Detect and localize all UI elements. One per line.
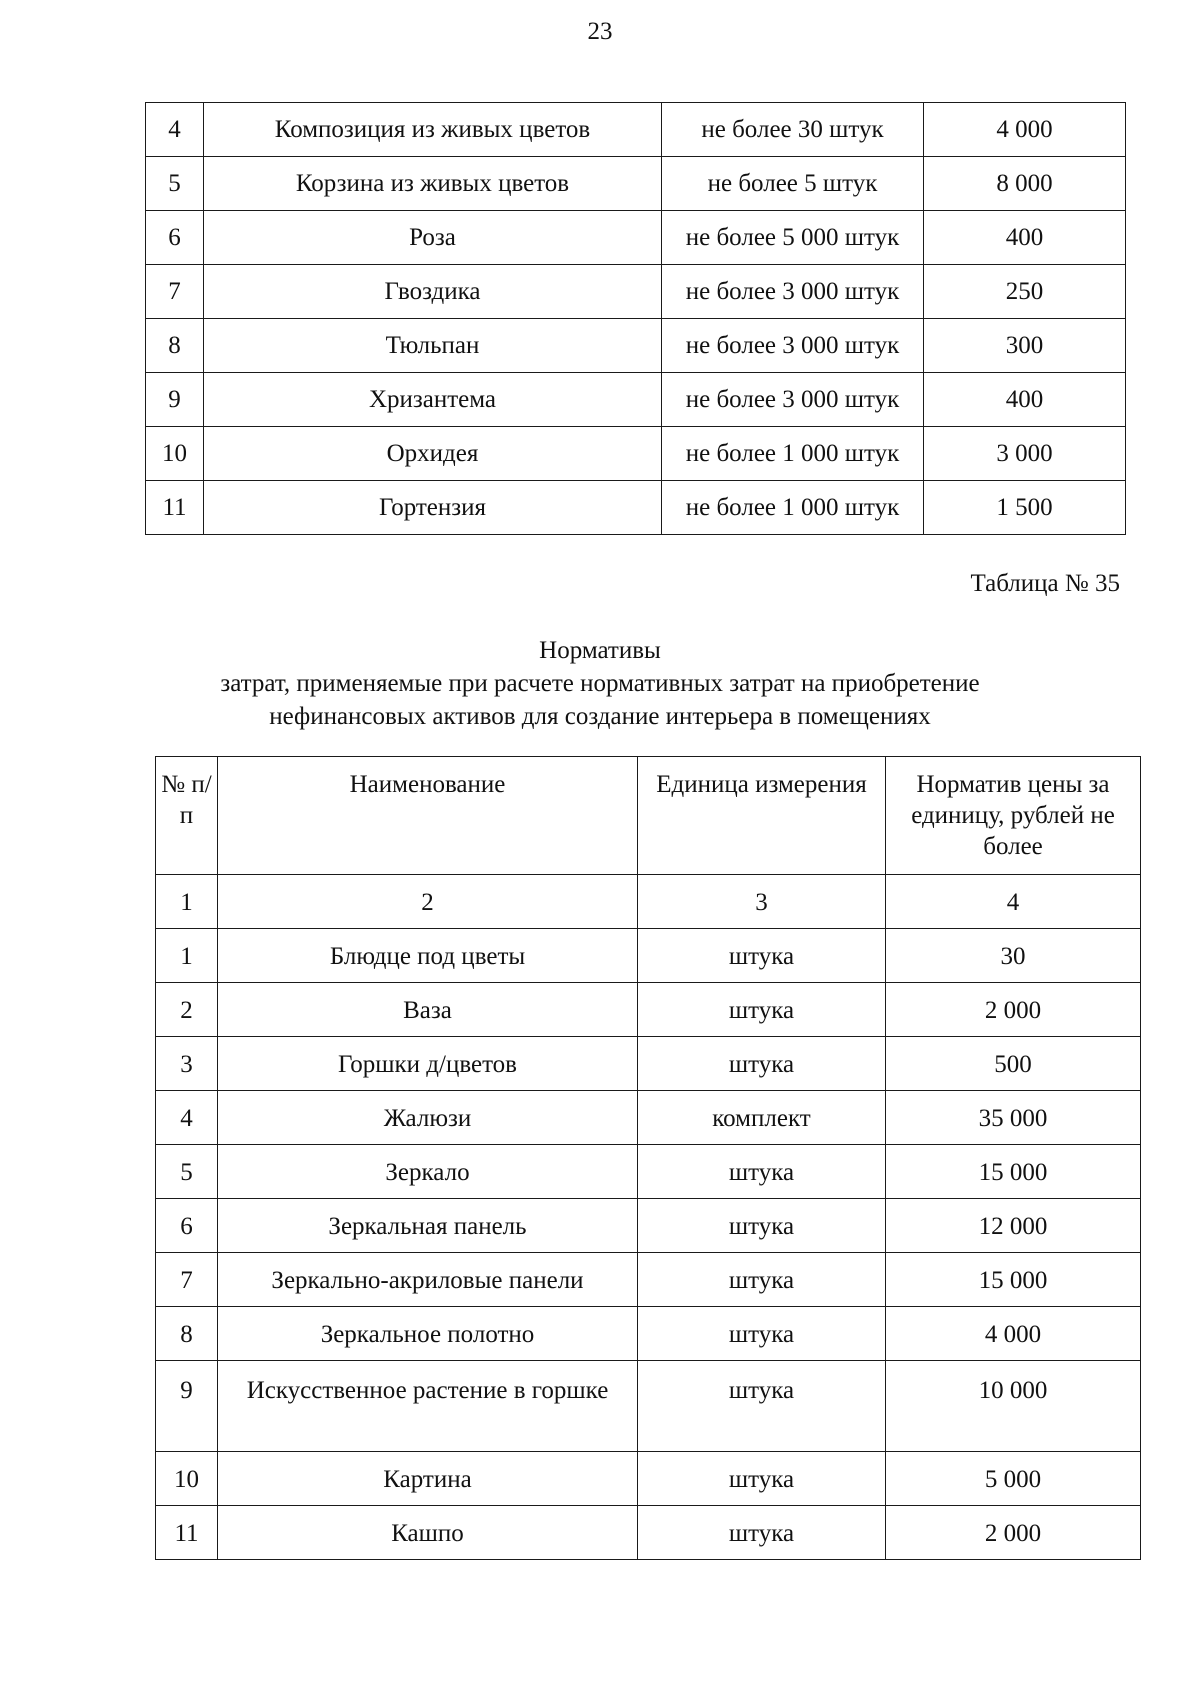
item-quantity: не более 30 штук bbox=[662, 103, 924, 157]
item-name: Блюдце под цветы bbox=[218, 929, 638, 983]
row-number: 11 bbox=[156, 1506, 218, 1560]
item-name: Гвоздика bbox=[204, 265, 662, 319]
col-number-2: 2 bbox=[218, 875, 638, 929]
row-number: 7 bbox=[156, 1253, 218, 1307]
item-price: 15 000 bbox=[886, 1145, 1141, 1199]
item-price: 35 000 bbox=[886, 1091, 1141, 1145]
row-number: 6 bbox=[146, 211, 204, 265]
row-number: 5 bbox=[156, 1145, 218, 1199]
row-number: 6 bbox=[156, 1199, 218, 1253]
item-name: Корзина из живых цветов bbox=[204, 157, 662, 211]
table-row bbox=[146, 103, 1126, 157]
header-unit: Единица измерения bbox=[638, 757, 886, 875]
item-price: 400 bbox=[924, 373, 1126, 427]
item-price: 10 000 bbox=[886, 1361, 1141, 1452]
item-quantity: не более 3 000 штук bbox=[662, 265, 924, 319]
item-price: 5 000 bbox=[886, 1452, 1141, 1506]
item-price: 300 bbox=[924, 319, 1126, 373]
row-number: 1 bbox=[156, 929, 218, 983]
table-row bbox=[146, 427, 1126, 481]
item-name: Композиция из живых цветов bbox=[204, 103, 662, 157]
item-name: Хризантема bbox=[204, 373, 662, 427]
item-price: 400 bbox=[924, 211, 1126, 265]
item-price: 1 500 bbox=[924, 481, 1126, 535]
header-name: Наименование bbox=[218, 757, 638, 875]
item-name: Зеркальное полотно bbox=[218, 1307, 638, 1361]
flowers-table bbox=[145, 102, 1126, 535]
row-number: 10 bbox=[156, 1452, 218, 1506]
item-price: 30 bbox=[886, 929, 1141, 983]
table-row bbox=[156, 929, 1141, 983]
item-price: 500 bbox=[886, 1037, 1141, 1091]
item-name: Зеркальная панель bbox=[218, 1199, 638, 1253]
item-name: Картина bbox=[218, 1452, 638, 1506]
row-number: 7 bbox=[146, 265, 204, 319]
table-row bbox=[146, 157, 1126, 211]
table-row bbox=[156, 1452, 1141, 1506]
row-number: 3 bbox=[156, 1037, 218, 1091]
header-row bbox=[156, 757, 1141, 875]
item-price: 250 bbox=[924, 265, 1126, 319]
table-row bbox=[146, 211, 1126, 265]
col-number-1: 1 bbox=[156, 875, 218, 929]
item-price: 2 000 bbox=[886, 1506, 1141, 1560]
item-unit: комплект bbox=[638, 1091, 886, 1145]
item-unit: штука bbox=[638, 1506, 886, 1560]
table-row bbox=[146, 481, 1126, 535]
item-unit: штука bbox=[638, 1361, 886, 1452]
table-row bbox=[156, 1307, 1141, 1361]
table-row bbox=[156, 1506, 1141, 1560]
table-row bbox=[156, 1199, 1141, 1253]
row-number: 9 bbox=[156, 1361, 218, 1452]
item-name: Зеркально-акриловые панели bbox=[218, 1253, 638, 1307]
item-name: Гортензия bbox=[204, 481, 662, 535]
item-quantity: не более 1 000 штук bbox=[662, 481, 924, 535]
item-price: 12 000 bbox=[886, 1199, 1141, 1253]
table-row bbox=[146, 265, 1126, 319]
item-unit: штука bbox=[638, 983, 886, 1037]
row-number: 5 bbox=[146, 157, 204, 211]
row-number: 10 bbox=[146, 427, 204, 481]
row-number: 4 bbox=[156, 1091, 218, 1145]
table-row bbox=[156, 1361, 1141, 1452]
item-name: Кашпо bbox=[218, 1506, 638, 1560]
item-quantity: не более 3 000 штук bbox=[662, 373, 924, 427]
row-number: 8 bbox=[156, 1307, 218, 1361]
header-price: Норматив цены за единицу, рублей не более bbox=[886, 757, 1141, 875]
row-number: 8 bbox=[146, 319, 204, 373]
col-number-3: 3 bbox=[638, 875, 886, 929]
page-number: 23 bbox=[587, 18, 613, 45]
table-row bbox=[156, 983, 1141, 1037]
item-name: Зеркало bbox=[218, 1145, 638, 1199]
item-price: 3 000 bbox=[924, 427, 1126, 481]
item-name: Тюльпан bbox=[204, 319, 662, 373]
table-caption: Таблица № 35 bbox=[970, 570, 1120, 597]
table-row bbox=[146, 319, 1126, 373]
heading-title: Нормативы bbox=[539, 637, 661, 664]
item-unit: штука bbox=[638, 1037, 886, 1091]
item-quantity: не более 5 штук bbox=[662, 157, 924, 211]
item-price: 4 000 bbox=[886, 1307, 1141, 1361]
item-price: 4 000 bbox=[924, 103, 1126, 157]
item-unit: штука bbox=[638, 1199, 886, 1253]
item-quantity: не более 1 000 штук bbox=[662, 427, 924, 481]
item-name: Роза bbox=[204, 211, 662, 265]
table-row bbox=[156, 1091, 1141, 1145]
item-price: 8 000 bbox=[924, 157, 1126, 211]
item-name: Жалюзи bbox=[218, 1091, 638, 1145]
table-row bbox=[156, 1037, 1141, 1091]
item-unit: штука bbox=[638, 1452, 886, 1506]
column-numbers-row bbox=[156, 875, 1141, 929]
item-unit: штука bbox=[638, 1253, 886, 1307]
item-name: Горшки д/цветов bbox=[218, 1037, 638, 1091]
interior-norms-table bbox=[155, 756, 1141, 1560]
item-name: Ваза bbox=[218, 983, 638, 1037]
item-name: Орхидея bbox=[204, 427, 662, 481]
row-number: 2 bbox=[156, 983, 218, 1037]
table-row bbox=[156, 1145, 1141, 1199]
item-quantity: не более 5 000 штук bbox=[662, 211, 924, 265]
item-price: 2 000 bbox=[886, 983, 1141, 1037]
item-unit: штука bbox=[638, 1145, 886, 1199]
item-name: Искусственное растение в горшке bbox=[218, 1361, 638, 1452]
item-quantity: не более 3 000 штук bbox=[662, 319, 924, 373]
table-heading bbox=[0, 634, 1200, 733]
row-number: 4 bbox=[146, 103, 204, 157]
col-number-4: 4 bbox=[886, 875, 1141, 929]
item-unit: штука bbox=[638, 1307, 886, 1361]
header-num: № п/п bbox=[156, 757, 218, 875]
row-number: 11 bbox=[146, 481, 204, 535]
row-number: 9 bbox=[146, 373, 204, 427]
table-row bbox=[146, 373, 1126, 427]
heading-line-2: затрат, применяемые при расчете нормативных затрат на приобретение bbox=[220, 670, 980, 697]
item-price: 15 000 bbox=[886, 1253, 1141, 1307]
table-row bbox=[156, 1253, 1141, 1307]
heading-line-3: нефинансовых активов для создание интерьера в помещениях bbox=[269, 703, 931, 730]
item-unit: штука bbox=[638, 929, 886, 983]
